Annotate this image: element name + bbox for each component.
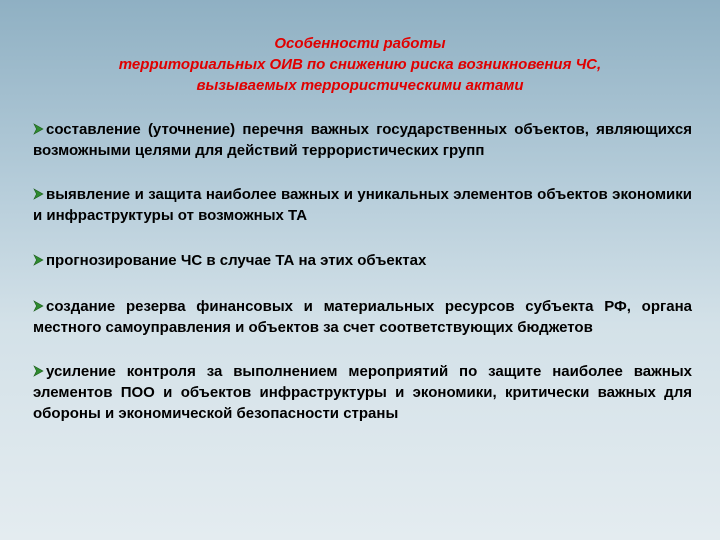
title-line-3: вызываемых террористическими актами [196, 77, 524, 94]
bullet-item [33, 296, 692, 338]
arrow-bullet-icon [33, 188, 44, 200]
bullet-item [33, 119, 692, 161]
bullet-item [33, 250, 692, 271]
bullet-text: усиление контроля за выполнением мероприятий по защите наиболее важных элементов ПОО и объектов инфраструктуры и экономики, критически важных для обороны и экономической безопасности страны [33, 363, 692, 422]
bullet-text: составление (уточнение) перечня важных государственных объектов, являющихся возможными целями для действий террористических групп [33, 121, 692, 159]
title-line-2: территориальных ОИВ по снижению риска возникновения ЧС, [118, 56, 602, 73]
bullet-text: выявление и защита наиболее важных и уникальных элементов объектов экономики и инфраструктуры от возможных ТА [33, 186, 692, 224]
arrow-bullet-icon [33, 365, 44, 377]
bullet-text: создание резерва финансовых и материальных ресурсов субъекта РФ, органа местного самоуправления и объектов за счет соответствующих бюджетов [33, 298, 692, 336]
bullet-item [33, 184, 692, 226]
title-line-1: Особенности работы [274, 35, 446, 52]
arrow-bullet-icon [33, 254, 44, 266]
arrow-bullet-icon [33, 300, 44, 312]
arrow-bullet-icon [33, 123, 44, 135]
bullet-text: прогнозирование ЧС в случае ТА на этих объектах [46, 252, 427, 269]
slide-title [20, 33, 700, 96]
bullet-item [33, 361, 692, 424]
bullet-list [33, 119, 692, 447]
